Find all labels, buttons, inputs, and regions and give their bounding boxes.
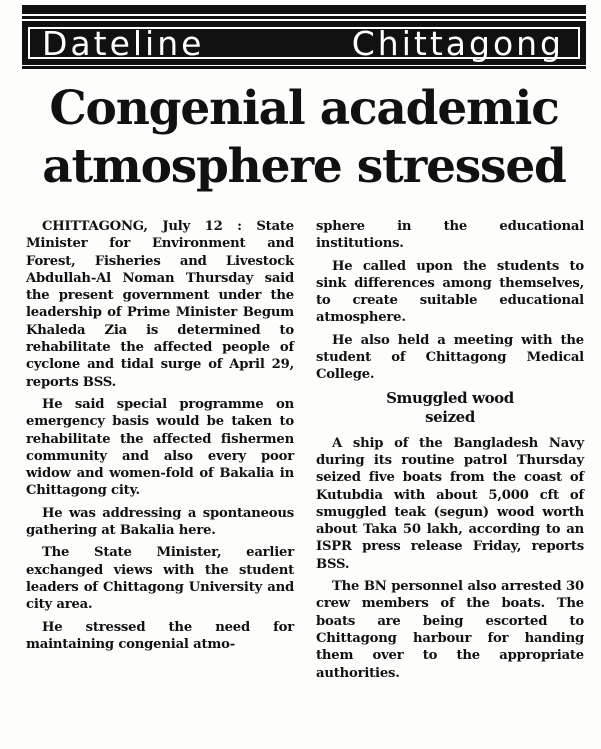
article-column-right [316, 218, 584, 687]
paragraph: sphere in the educational institutions. [316, 219, 584, 252]
paragraph: He called upon the students to sink differences among themselves, to create suitable educational atmosphere. [316, 258, 584, 326]
top-rule-thick [22, 5, 586, 14]
headline [22, 80, 586, 196]
paragraph: The BN personnel also arrested 30 crew members of the boats. The boats are being escorted to Chittagong harbour for handing them over to the appropriate authorities. [316, 579, 584, 681]
paragraph: He stressed the need for maintaining congenial atmo- [26, 619, 294, 652]
article-column-left [26, 218, 294, 658]
dateline-banner-frame [28, 23, 580, 63]
paragraph: He said special programme on emergency basis would be taken to rehabilitate the affected fishermen community and also every poor widow and women-fold of Bakalia in Chittagong city. [26, 396, 294, 499]
headline-line-2: atmosphere stressed [42, 139, 566, 194]
top-rule-thin [22, 16, 586, 19]
banner-word-dateline: Dateline [42, 23, 205, 63]
paragraph: The State Minister, earlier exchanged views with the student leaders of Chittagong University and city area. [26, 545, 294, 613]
subhead-line-1: Smuggled wood [386, 388, 514, 407]
paragraph: A ship of the Bangladesh Navy during its routine patrol Thursday seized five boats from the coast of Kutubdia with about 5,000 cft of smuggled teak (segun) wood worth about Taka 50 lakh, according to an ISPR press release Friday, reports BSS. [316, 435, 584, 572]
banner-bottom-rule [22, 66, 586, 69]
headline-line-1: Congenial academic [49, 81, 559, 136]
paragraph: He also held a meeting with the student of Chittagong Medical College. [316, 332, 584, 383]
subhead-line-2: seized [425, 407, 475, 426]
banner-word-city: Chittagong [351, 23, 564, 63]
dateline-banner [22, 21, 586, 65]
paragraph: CHITTAGONG, July 12 : State Minister for Environment and Forest, Fisheries and Livestock Abdullah-Al Noman Thursday said the present government under the leadership of Prime Minister Begum Khaleda Zia is determined to rehabilitate the affected people of cyclone and tidal surge of April 29, reports BSS. [26, 219, 294, 390]
subhead [316, 389, 584, 427]
paragraph: He was addressing a spontaneous gathering at Bakalia here. [26, 505, 294, 539]
